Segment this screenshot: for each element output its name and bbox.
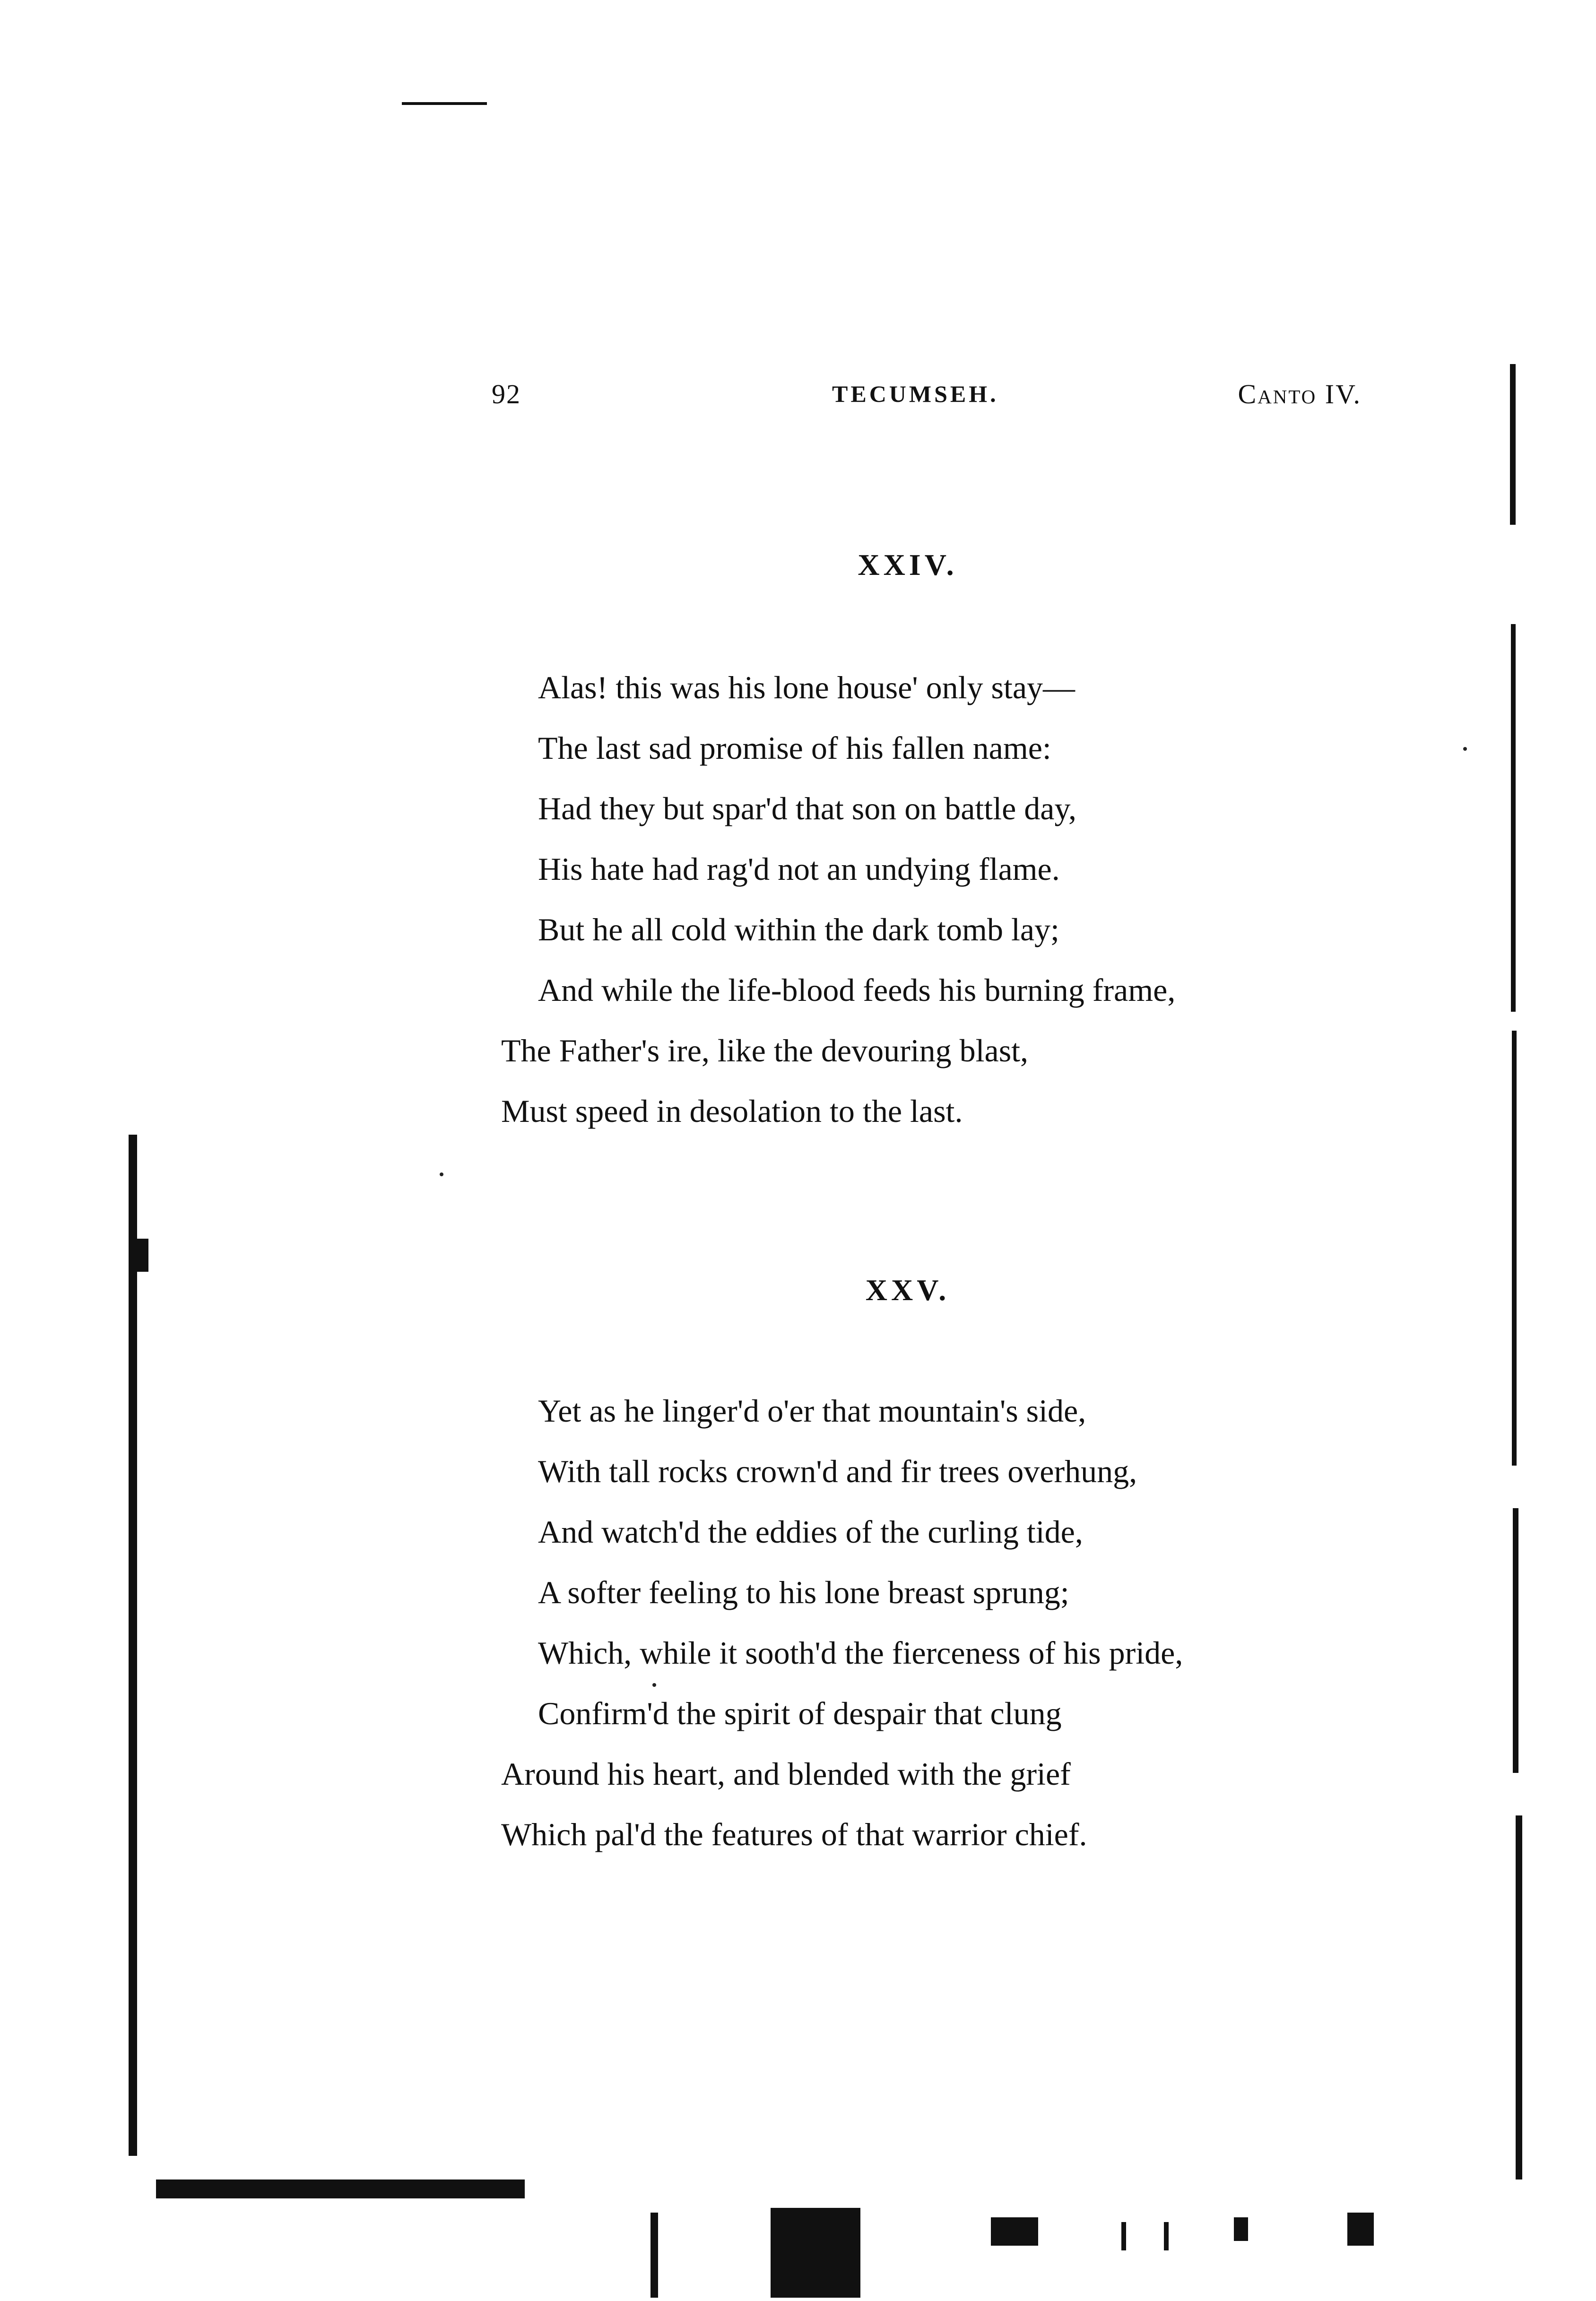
canto-label: Canto IV. <box>1238 379 1362 409</box>
running-header <box>492 378 1362 421</box>
bottom-block-1 <box>651 2213 658 2298</box>
verse-line: And while the life-blood feeds his burning frame, <box>538 972 1176 1008</box>
verse-line: Around his heart, and blended with the grief <box>501 1756 1071 1792</box>
stanza-heading: XXV. <box>865 1273 950 1307</box>
verse-line: But he all cold within the dark tomb lay; <box>538 912 1059 947</box>
verse-line: The Father's ire, like the devouring blast, <box>501 1033 1029 1068</box>
bottom-shadow-strip <box>156 2179 525 2198</box>
verse-line: Which, while it sooth'd the fierceness of his pride, <box>538 1635 1183 1671</box>
verse-line: A softer feeling to his lone breast sprung; <box>538 1574 1069 1610</box>
speck <box>1463 747 1467 751</box>
right-edge-line-top <box>1510 364 1516 525</box>
verse-line: Must speed in desolation to the last. <box>501 1093 963 1129</box>
verse-line: With tall rocks crown'd and fir trees overhung, <box>538 1453 1137 1489</box>
verse-line: The last sad promise of his fallen name: <box>538 730 1051 766</box>
bottom-block-7 <box>1347 2213 1374 2246</box>
verse-line: Alas! this was his lone house' only stay— <box>538 669 1076 705</box>
bottom-block-3 <box>991 2217 1038 2246</box>
verse-line: His hate had rag'd not an undying flame. <box>538 851 1060 887</box>
stanza-lines <box>501 1381 1352 1865</box>
right-edge-line-bottom <box>1516 1815 1522 2179</box>
left-binding-fragment <box>134 1239 148 1272</box>
stanza-lines <box>501 657 1352 1141</box>
right-edge-line-upper <box>1511 624 1516 1012</box>
running-title: TECUMSEH. <box>832 381 999 407</box>
top-stray-mark <box>402 102 487 105</box>
right-edge-line-lower <box>1513 1508 1518 1773</box>
speck <box>440 1172 443 1176</box>
verse-line: Confirm'd the spirit of despair that clung <box>538 1695 1062 1731</box>
bottom-block-2 <box>771 2208 860 2298</box>
right-edge-line-middle <box>1512 1031 1517 1466</box>
left-binding-shadow <box>129 1135 137 2156</box>
bottom-block-4 <box>1121 2222 1126 2250</box>
verse-line: Which pal'd the features of that warrior chief. <box>501 1816 1087 1852</box>
page-number: 92 <box>492 379 521 409</box>
bottom-block-5 <box>1164 2222 1169 2250</box>
verse-line: Yet as he linger'd o'er that mountain's side, <box>538 1393 1086 1429</box>
stanza-heading: XXIV. <box>858 548 958 582</box>
verse-line: Had they but spar'd that son on battle day, <box>538 790 1077 826</box>
bottom-block-6 <box>1234 2217 1248 2241</box>
verse-line: And watch'd the eddies of the curling tide, <box>538 1514 1083 1550</box>
